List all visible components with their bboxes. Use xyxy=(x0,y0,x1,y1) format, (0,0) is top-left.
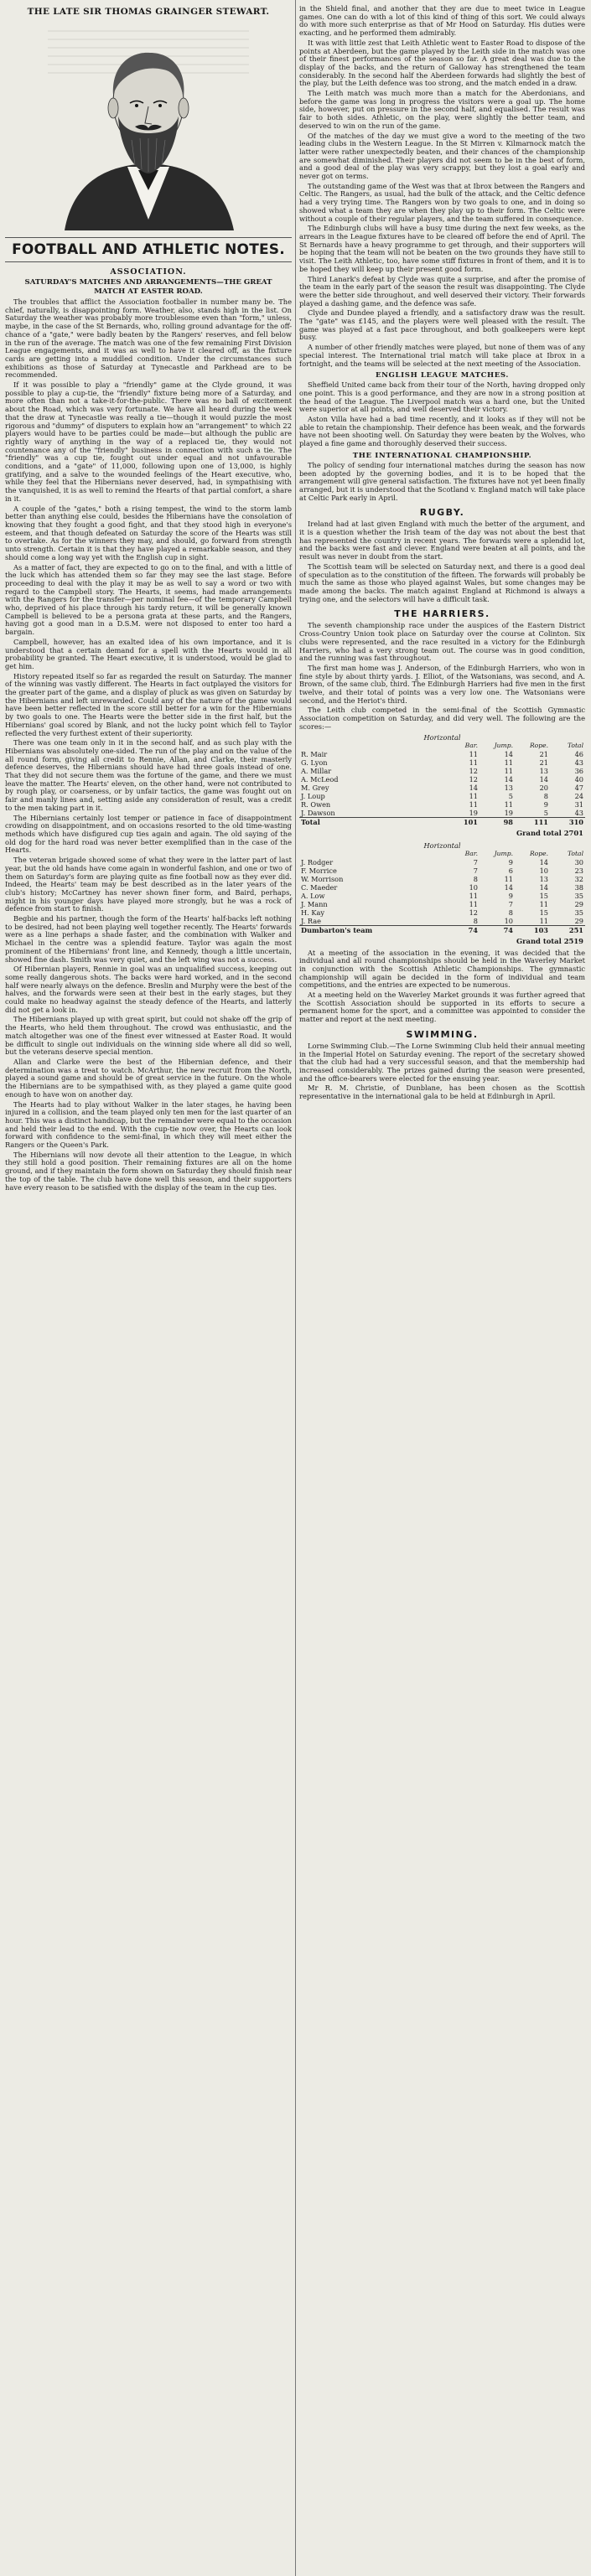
grand-total-label: Grand total xyxy=(516,828,562,837)
score-cell: 12 xyxy=(469,908,478,917)
table-row xyxy=(299,883,585,892)
competitor-name: J. Dawson xyxy=(301,808,335,817)
column-header: Total xyxy=(567,849,583,857)
article-paragraph: There was one team only in it in the second half, and as such play with the Hibernians was absolutely one-sided. The run of the play and on the value of the all round form, giving all credit to Rennie, Allan, and Clarke, their masterly defence deserves, the Hibernians should have had three goals instead of one. That they did not secure them was the fortune of the game, and there we must leave the matter. The Hearts' eleven, on the other hand, were not contributed to by rough play, or coarseness, or by unfair tactics, the game was fought out on fair and manly lines and, setting aside any consideration of result, was a credit to the men taking part in it. xyxy=(5,738,292,812)
article-paragraph: The Scottish team will be selected on Saturday next, and there is a good deal of speculation as to the constitution of the fifteen. The forwards will probably be much the same as those who played against Wales, but some changes may be made among the backs. The match against England at Richmond is always a trying one, and the selectors will have a difficult task. xyxy=(299,561,585,603)
table-row xyxy=(299,892,585,900)
column-header: Jump. xyxy=(494,849,513,857)
score-cell: 9 xyxy=(543,799,548,809)
total-cell: 310 xyxy=(550,817,585,826)
table-row xyxy=(299,917,585,926)
article-paragraph: Lorne Swimming Club.—The Lorne Swimming Club held their annual meeting in the Imperial Hotel on Saturday evening. The report of the secretary showed that the club had had a very successful season, and that the membership had increased considerably. The prizes gained during the season were presented, and the office-bearers were elected for the ensuing year. xyxy=(299,1041,585,1083)
article-paragraph: The Hibernians will now devote all their attention to the League, in which they still hold a good position. Their remaining fixtures are all on the home ground, and if they maintain the form shown on Saturday they should finish near the top of the table. The club have done well this season, and their supporters have every reason to be satisfied with the display of the team in the cup ties. xyxy=(5,1150,292,1192)
total-cell: 111 xyxy=(515,817,550,826)
article-paragraph: At a meeting held on the Waverley Market grounds it was further agreed that the Scottish Association should be supported in its efforts to secure a permanent home for the sport, and a committee was appointed to consider the matter and report at the next meeting. xyxy=(299,991,585,1024)
total-cell: 98 xyxy=(480,817,515,826)
score-table xyxy=(299,733,585,826)
score-cell: 46 xyxy=(574,749,583,758)
score-cell: 15 xyxy=(539,891,548,900)
table-row xyxy=(299,800,585,809)
article-paragraph: The Hibernians played up with great spirit, but could not shake off the grip of the Hearts, who held them throughout. The crowd was enthusiastic, and the match altogether was one of the finest ever witnessed at Easter Road. It would be difficult to single out individuals on the winning side where all did so well, but the veterans deserve special mention. xyxy=(5,1015,292,1057)
score-cell: 11 xyxy=(504,799,513,809)
total-cell: 74 xyxy=(480,925,515,934)
score-cell: 30 xyxy=(574,857,583,866)
column-header: Jump. xyxy=(494,741,513,749)
competitor-name: G. Lyon xyxy=(301,758,328,767)
right-column xyxy=(295,0,590,2576)
grand-total xyxy=(299,829,583,837)
score-cell: 14 xyxy=(504,882,513,892)
table-caption: Horizontal xyxy=(423,841,461,850)
score-cell: 8 xyxy=(543,791,548,800)
article-paragraph: At a meeting of the association in the evening, it was decided that the individual and all round championships should be held in the Waverley Market in conjunction with the Scottish Athletic Championships. The gymnastic championship will again be decided in the form of individual and team competitions, and the entries are expected to be numerous. xyxy=(299,948,585,990)
score-cell: 29 xyxy=(574,899,583,908)
score-cell: 35 xyxy=(574,908,583,917)
score-cell: 35 xyxy=(574,891,583,900)
association-heading: ASSOCIATION. xyxy=(110,267,187,277)
score-cell: 14 xyxy=(504,749,513,758)
article-paragraph: As a matter of fact, they are expected to go on to the final, and with a little of the luck which has attended them so far they may see the last stage. Before proceeding to deal with the play it may be as well to say a word or two with regard to the Campbell story. The Hearts, it seems, had made arrangements with the Rangers for the transfer—per nominal fee—of the temporary Campbell who, deprived of his place through his tardy return, it will be generally known Campbell is believed to be a persona grata at these parts, and the Rangers, having got a good man in a D.S.M. were not disposed to enter too hard a bargain. xyxy=(5,562,292,637)
total-cell: 74 xyxy=(444,925,480,934)
score-cell: 13 xyxy=(539,766,548,775)
portrait-caption: THE LATE SIR THOMAS GRAINGER STEWART. xyxy=(27,7,270,17)
article-paragraph: It was with little zest that Leith Athletic went to Easter Road to dispose of the points at Aberdeen, but the game played by the Leith side in the match was one of their finest performances of the season so far. A great deal was due to the display of the backs, and the return of Galloway has strengthened the team considerably. In the second half the Aberdeen forwards had slightly the best of the play, but the Leith defence was too strong, and the match ended in a draw. xyxy=(299,38,585,88)
table-row xyxy=(299,900,585,908)
competitor-name: H. Kay xyxy=(301,908,324,917)
competitor-name: J. Mann xyxy=(301,899,328,908)
table-row xyxy=(299,858,585,866)
competitor-name: A. McLeod xyxy=(301,774,339,784)
score-cell: 21 xyxy=(539,758,548,767)
score-cell: 14 xyxy=(469,783,478,792)
score-cell: 47 xyxy=(574,783,583,792)
score-cell: 11 xyxy=(469,758,478,767)
score-cell: 13 xyxy=(504,783,513,792)
score-cell: 7 xyxy=(473,857,478,866)
score-cell: 10 xyxy=(504,916,513,925)
score-cell: 8 xyxy=(473,874,478,883)
article-paragraph: A couple of the "gates," both a rising tempest, the wind to the storm lamb better than anything else could, besides the Hibernians have the consolation of knowing that they fought a good fight, and that they stood high in everyone's esteem, and that though defeated on Saturday the score of the Hearts was still to overtake. As for the winners they may, and should, go forward from strength unto strength. Certain it is that they have played a remarkable season, and they should come a long way yet with the English cup in sight. xyxy=(5,504,292,561)
table-caption: Horizontal xyxy=(423,732,461,742)
score-cell: 8 xyxy=(473,916,478,925)
divider xyxy=(5,237,292,238)
score-table xyxy=(299,841,585,934)
article-paragraph: The seventh championship race under the auspices of the Eastern District Cross-Country Union took place on Saturday over the course at Colinton. Six clubs were represented, and the race resulted in a victory for the Edinburgh Harriers, who had a very strong team out. The course was in good condition, and the running was fast throughout. xyxy=(299,621,585,663)
score-cell: 11 xyxy=(469,799,478,809)
score-cell: 24 xyxy=(574,791,583,800)
article-paragraph: The first man home was J. Anderson, of the Edinburgh Harriers, who won in fine style by about thirty yards. J. Elliot, of the Watsonians, was second, and A. Brown, of the same club, third. The Edinburgh Harriers had five men in the first twelve, and their total of points was a very low one. The Watsonians were second, and the Heriot's third. xyxy=(299,663,585,705)
competitor-name: A. Millar xyxy=(301,766,332,775)
article-paragraph: Of Hibernian players, Rennie in goal was an unqualified success, keeping out some really dangerous shots. The backs were hard worked, and in the second half were nearly always on the defence. Breslin and Murphy were the best of the halves, and the forwards were seen at their best in the early stages, but they could make no headway against the steady defence of the Hearts, and latterly did not get a look in. xyxy=(5,965,292,1014)
harriers-heading: THE HARRIERS. xyxy=(394,608,490,620)
section-headline: FOOTBALL AND ATHLETIC NOTES. xyxy=(12,241,285,258)
score-cell: 14 xyxy=(504,774,513,784)
table-row xyxy=(299,758,585,767)
score-cell: 13 xyxy=(539,874,548,883)
score-cell: 12 xyxy=(469,774,478,784)
competitor-name: J. Rodger xyxy=(301,857,334,866)
score-cell: 11 xyxy=(504,758,513,767)
column-header: Total xyxy=(567,741,583,749)
grand-total-value: 2519 xyxy=(563,936,583,945)
divider xyxy=(5,261,292,262)
table-total-row xyxy=(299,817,585,826)
table-row xyxy=(299,775,585,784)
score-cell: 20 xyxy=(539,783,548,792)
score-cell: 43 xyxy=(574,808,583,817)
competitor-name: C. Maeder xyxy=(301,882,338,892)
grand-total-value: 2701 xyxy=(563,828,583,837)
article-paragraph: Aston Villa have had a bad time recently, and it looks as if they will not be able to retain the championship. Their defence has been weak, and the forwards have not been shooting well. On Saturday they were beaten by the Wolves, who played a fine game and thoroughly deserved their success. xyxy=(299,415,585,448)
score-cell: 5 xyxy=(508,791,513,800)
score-cell: 9 xyxy=(508,891,513,900)
competitor-name: R. Owen xyxy=(301,799,331,809)
score-cell: 6 xyxy=(508,866,513,875)
article-paragraph: The veteran brigade showed some of what they were in the latter part of last year, but the old hands have come again in wonderful fashion, and one or two of them on Saturday's form are playing quite as fine football now as they ever did. Indeed, the Hearts' team may be best described as in the later years of the club's history; McCartney has never shown finer form, and Baird, perhaps, might in his younger days have played more strongly, but he was a rock of defence from start to finish. xyxy=(5,856,292,913)
article-paragraph: The Edinburgh clubs will have a busy time during the next few weeks, as the arrears in the League fixtures have to be cleared off before the end of April. The St Bernards have a heavy programme to get through, and their supporters will be hoping that the team will not be beaten on the two grounds they have still to visit. The Leith Athletic, too, have some stiff fixtures in front of them, and it is to be hoped they will keep up their present good form. xyxy=(299,224,585,273)
score-cell: 11 xyxy=(504,874,513,883)
table-row xyxy=(299,866,585,875)
article-paragraph: The troubles that afflict the Association footballer in number many be. The chief, naturally, is disappointing form. Weather, also, stands high in the list. On Saturday the weather was probably more troublesome even than "form," unless, maybe, in the case of the St Bernards, who, rolling ground advantage for the off-chance of a "gate," were badly beaten by the Rangers' reserves, and fell below in the run of the average. The match was one of the few remaining First Division League engagements, and it was as well to have it cleared off, as the fixture cards are getting into a muddled condition. Under the circumstances such exhibitions as those of Saturday at Tynecastle and Parkhead are to be recommended. xyxy=(5,297,292,380)
table-row xyxy=(299,875,585,883)
total-label: Total xyxy=(299,817,444,826)
article-paragraph: Ireland had at last given England with much the better of the argument, and it is a question whether the Irish team of the day was not about the best that has represented the country in recent years. The forwards were a splendid lot, and the backs were fast and clever. England were beaten at all points, and the result was never in doubt from the start. xyxy=(299,520,585,561)
score-cell: 21 xyxy=(539,749,548,758)
portrait-engraving xyxy=(48,23,249,230)
score-cell: 10 xyxy=(469,882,478,892)
score-cell: 32 xyxy=(574,874,583,883)
article-paragraph: History repeated itself so far as regarded the result on Saturday. The manner of the winning was vastly different. The Hearts in fact outplayed the visitors for the greater part of the game, and a display of pluck as was given on Saturday by the Hibernians and left unrewarded. Could any of the nature of the game would have been better reflected in the score still better for a win for the Hibernians by two goals to one. The Hearts were the better side in the first half, but the Hibernians' goal scored by Blank, and not the lucky point which fell to Taylor reflected the very furthest extent of their superiority. xyxy=(5,671,292,737)
table-total-row xyxy=(299,925,585,934)
score-cell: 43 xyxy=(574,758,583,767)
competitor-name: F. Morrice xyxy=(301,866,337,875)
competitor-name: R. Mair xyxy=(301,749,328,758)
rugby-heading: RUGBY. xyxy=(419,507,465,519)
competitor-name: J. Loup xyxy=(301,791,325,800)
score-cell: 10 xyxy=(539,866,548,875)
article-paragraph: The outstanding game of the West was that at Ibrox between the Rangers and Celtic. The Rangers, as usual, had the bulk of the attack, and the Celtic defence had a very trying time. The Rangers won by two goals to one, and in doing so showed what a team they are when they play up to their form. The Celtic were without a couple of their regular players, and the team suffered in consequence. xyxy=(299,181,585,223)
score-cell: 11 xyxy=(539,899,548,908)
association-subheading: SATURDAY'S MATCHES AND ARRANGEMENTS—THE GREAT MATCH AT EASTER ROAD. xyxy=(24,278,272,296)
article-paragraph: Third Lanark's defeat by Clyde was quite a surprise, and after the promise of the team in the early part of the season the result was disappointing. The Clyde were the better side throughout, and well deserved their victory. Their forwards played a dashing game, and the defence was safe. xyxy=(299,274,585,308)
score-cell: 36 xyxy=(574,766,583,775)
score-cell: 11 xyxy=(539,916,548,925)
competitor-name: J. Rae xyxy=(301,916,321,925)
competitor-name: A. Low xyxy=(301,891,325,900)
table-row xyxy=(299,784,585,792)
column-header: Bar. xyxy=(464,741,478,749)
total-cell: 101 xyxy=(444,817,480,826)
score-cell: 31 xyxy=(574,799,583,809)
table-row xyxy=(299,767,585,775)
article-paragraph: A number of other friendly matches were played, but none of them was of any special interest. The International trial match will take place at Ibrox in a fortnight, and the teams will be selected at the next meeting of the Association. xyxy=(299,343,585,368)
total-cell: 251 xyxy=(550,925,585,934)
article-paragraph: Mr R. M. Christie, of Dunblane, has been chosen as the Scottish representative in the international gala to be held at Edinburgh in April. xyxy=(299,1084,585,1101)
score-cell: 5 xyxy=(543,808,548,817)
table-row xyxy=(299,908,585,917)
score-cell: 40 xyxy=(574,774,583,784)
score-cell: 19 xyxy=(469,808,478,817)
column-header: Rope. xyxy=(529,849,548,857)
score-cell: 11 xyxy=(469,899,478,908)
international-heading: THE INTERNATIONAL CHAMPIONSHIP. xyxy=(352,451,532,460)
article-paragraph: The Leith club competed in the semi-final of the Scottish Gymnastic Association competition on Saturday, and did very well. The following are the scores:— xyxy=(299,706,585,731)
score-cell: 38 xyxy=(574,882,583,892)
article-paragraph: Allan and Clarke were the best of the Hibernian defence, and their determination was a treat to watch. McArthur, the new recruit from the North, played a sound game and should be of great service in the future. On the whole the Hibernians are to be sympathised with, as they played a game quite good enough to have won on another day. xyxy=(5,1057,292,1099)
article-paragraph: Clyde and Dundee played a friendly, and a satisfactory draw was the result. The "gate" was £145, and the players were well pleased with the result. The game was played at a fast pace throughout, and both goalkeepers were kept busy. xyxy=(299,308,585,342)
score-cell: 14 xyxy=(539,774,548,784)
article-paragraph: The Hibernians certainly lost temper or patience in face of disappointment crowding on disappointment, and on occasions resorted to the old time-wasting methods which have disfigured cup ties again and again. The old saying of the old dog for the hard road was never better exemplified than in the case of the Hearts. xyxy=(5,813,292,855)
score-cell: 15 xyxy=(539,908,548,917)
article-paragraph: The Leith match was much more than a match for the Aberdonians, and before the game was long in progress the visitors were a goal up. The home side, however, put on pressure in the second half, and equalised. The result was fair to both sides. Athletic, on the play, were slightly the better team, and deserved to win on the run of the game. xyxy=(299,89,585,130)
column-header: Bar. xyxy=(464,849,478,857)
left-column xyxy=(0,0,295,2576)
table-row xyxy=(299,809,585,818)
competitor-name: M. Grey xyxy=(301,783,329,792)
grand-total xyxy=(299,937,583,945)
swimming-heading: SWIMMING. xyxy=(406,1028,479,1040)
article-paragraph: The policy of sending four international matches during the season has now been adopted by the governing bodies, and it is to be hoped that the arrangement will give general satisfaction. The fixtures have not yet been finally arranged, but it is understood that the Scotland v. England match will take place at Celtic Park early in April. xyxy=(299,460,585,502)
article-paragraph: If it was possible to play a "friendly" game at the Clyde ground, it was possible to play a cup-tie, the "friendly" fixture being more of a Saturday, and more often than not a take-it-for-the-public. There was no ball of excitement about the Road, which was very fortunate. We have all heard during the week that the draw at Tynecastle was really a tie—though it would puzzle the most rigorous and "dummy" of disputers to explain how an "arrangement" to which 22 players would have to be parties could be made—but although the public are rightly wary of anything in the way of a replaced tie, they would not countenance any of the "friendly" business in connection with such a tie. The "friendly" was a cup tie, fought out under equal and not unfavourable conditions, and a "gate" of 11,000, following upon one of 13,000, is highly gratifying, and a salve to the wounded feelings of the Heart executive, who, while they feel that the Hibernians never deserved, had, in sympathising with the vanquished, it is as well to remind the Hearts of that partial comfort, a share in it. xyxy=(5,380,292,503)
grand-total-label: Grand total xyxy=(516,936,562,945)
total-cell: 103 xyxy=(515,925,550,934)
article-paragraph: in the Shield final, and another that they are due to meet twice in League games. One can do with a lot of this kind of thing of this sort. We could always do with more such enterprise as that of Mr Hood on Saturday. His duties were exacting, and he performed them admirably. xyxy=(299,4,585,38)
competitor-name: W. Morrison xyxy=(301,874,344,883)
english-league-heading: ENGLISH LEAGUE MATCHES. xyxy=(375,371,510,380)
total-label: Dumbarton's team xyxy=(299,925,444,934)
score-cell: 19 xyxy=(504,808,513,817)
article-paragraph: Of the matches of the day we must give a word to the meeting of the two leading clubs in the Western League. In the St Mirren v. Kilmarnock match the latter were rather unexpectedly beaten, and their chances of the championship are somewhat diminished. Their players did not seem to be in the best of form, and a good deal of the play was very scrappy, but they lost a goal early and never got on terms. xyxy=(299,131,585,181)
score-cell: 7 xyxy=(508,899,513,908)
article-paragraph: Sheffield United came back from their tour of the North, having dropped only one point. This is a good performance, and they are now in a strong position at the head of the League. The Liverpool match was a hard one, but the United were superior at all points, and well deserved their victory. xyxy=(299,380,585,414)
score-cell: 11 xyxy=(469,891,478,900)
article-paragraph: Campbell, however, has an exalted idea of his own importance, and it is understood that a certain demand for a spell with the Hearts would in all probability be granted. The Heart executive, it is understood, would be glad to get him. xyxy=(5,637,292,670)
score-cell: 29 xyxy=(574,916,583,925)
score-cell: 8 xyxy=(508,908,513,917)
table-row xyxy=(299,792,585,800)
score-cell: 7 xyxy=(473,866,478,875)
article-paragraph: Begbie and his partner, though the form of the Hearts' half-backs left nothing to be desired, had not been playing well together recently. The Hearts' forwards were as a line perhaps a shade faster, and the combination with Walker and Michael in the centre was a splendid feature. Taylor was again the most prominent of the Hibernians' front line, and Kennedy, though a little uncertain, showed fine dash. Smith was very quiet, and the left wing was not a success. xyxy=(5,914,292,964)
column-header: Rope. xyxy=(529,741,548,749)
score-cell: 9 xyxy=(508,857,513,866)
score-cell: 14 xyxy=(539,857,548,866)
score-cell: 23 xyxy=(574,866,583,875)
score-cell: 14 xyxy=(539,882,548,892)
score-cell: 11 xyxy=(469,791,478,800)
score-cell: 11 xyxy=(469,749,478,758)
article-paragraph: The Hearts had to play without Walker in the later stages, he having been injured in a collision, and the team played only ten men for the last quarter of an hour. This was a distinct handicap, but the remainder were equal to the occasion and held their lead to the end. With the cup-tie now over, the Hearts can look forward with confidence to the semi-final, in which they will meet either the Rangers or the Queen's Park. xyxy=(5,1099,292,1150)
score-cell: 12 xyxy=(469,766,478,775)
table-row xyxy=(299,750,585,758)
score-cell: 11 xyxy=(504,766,513,775)
